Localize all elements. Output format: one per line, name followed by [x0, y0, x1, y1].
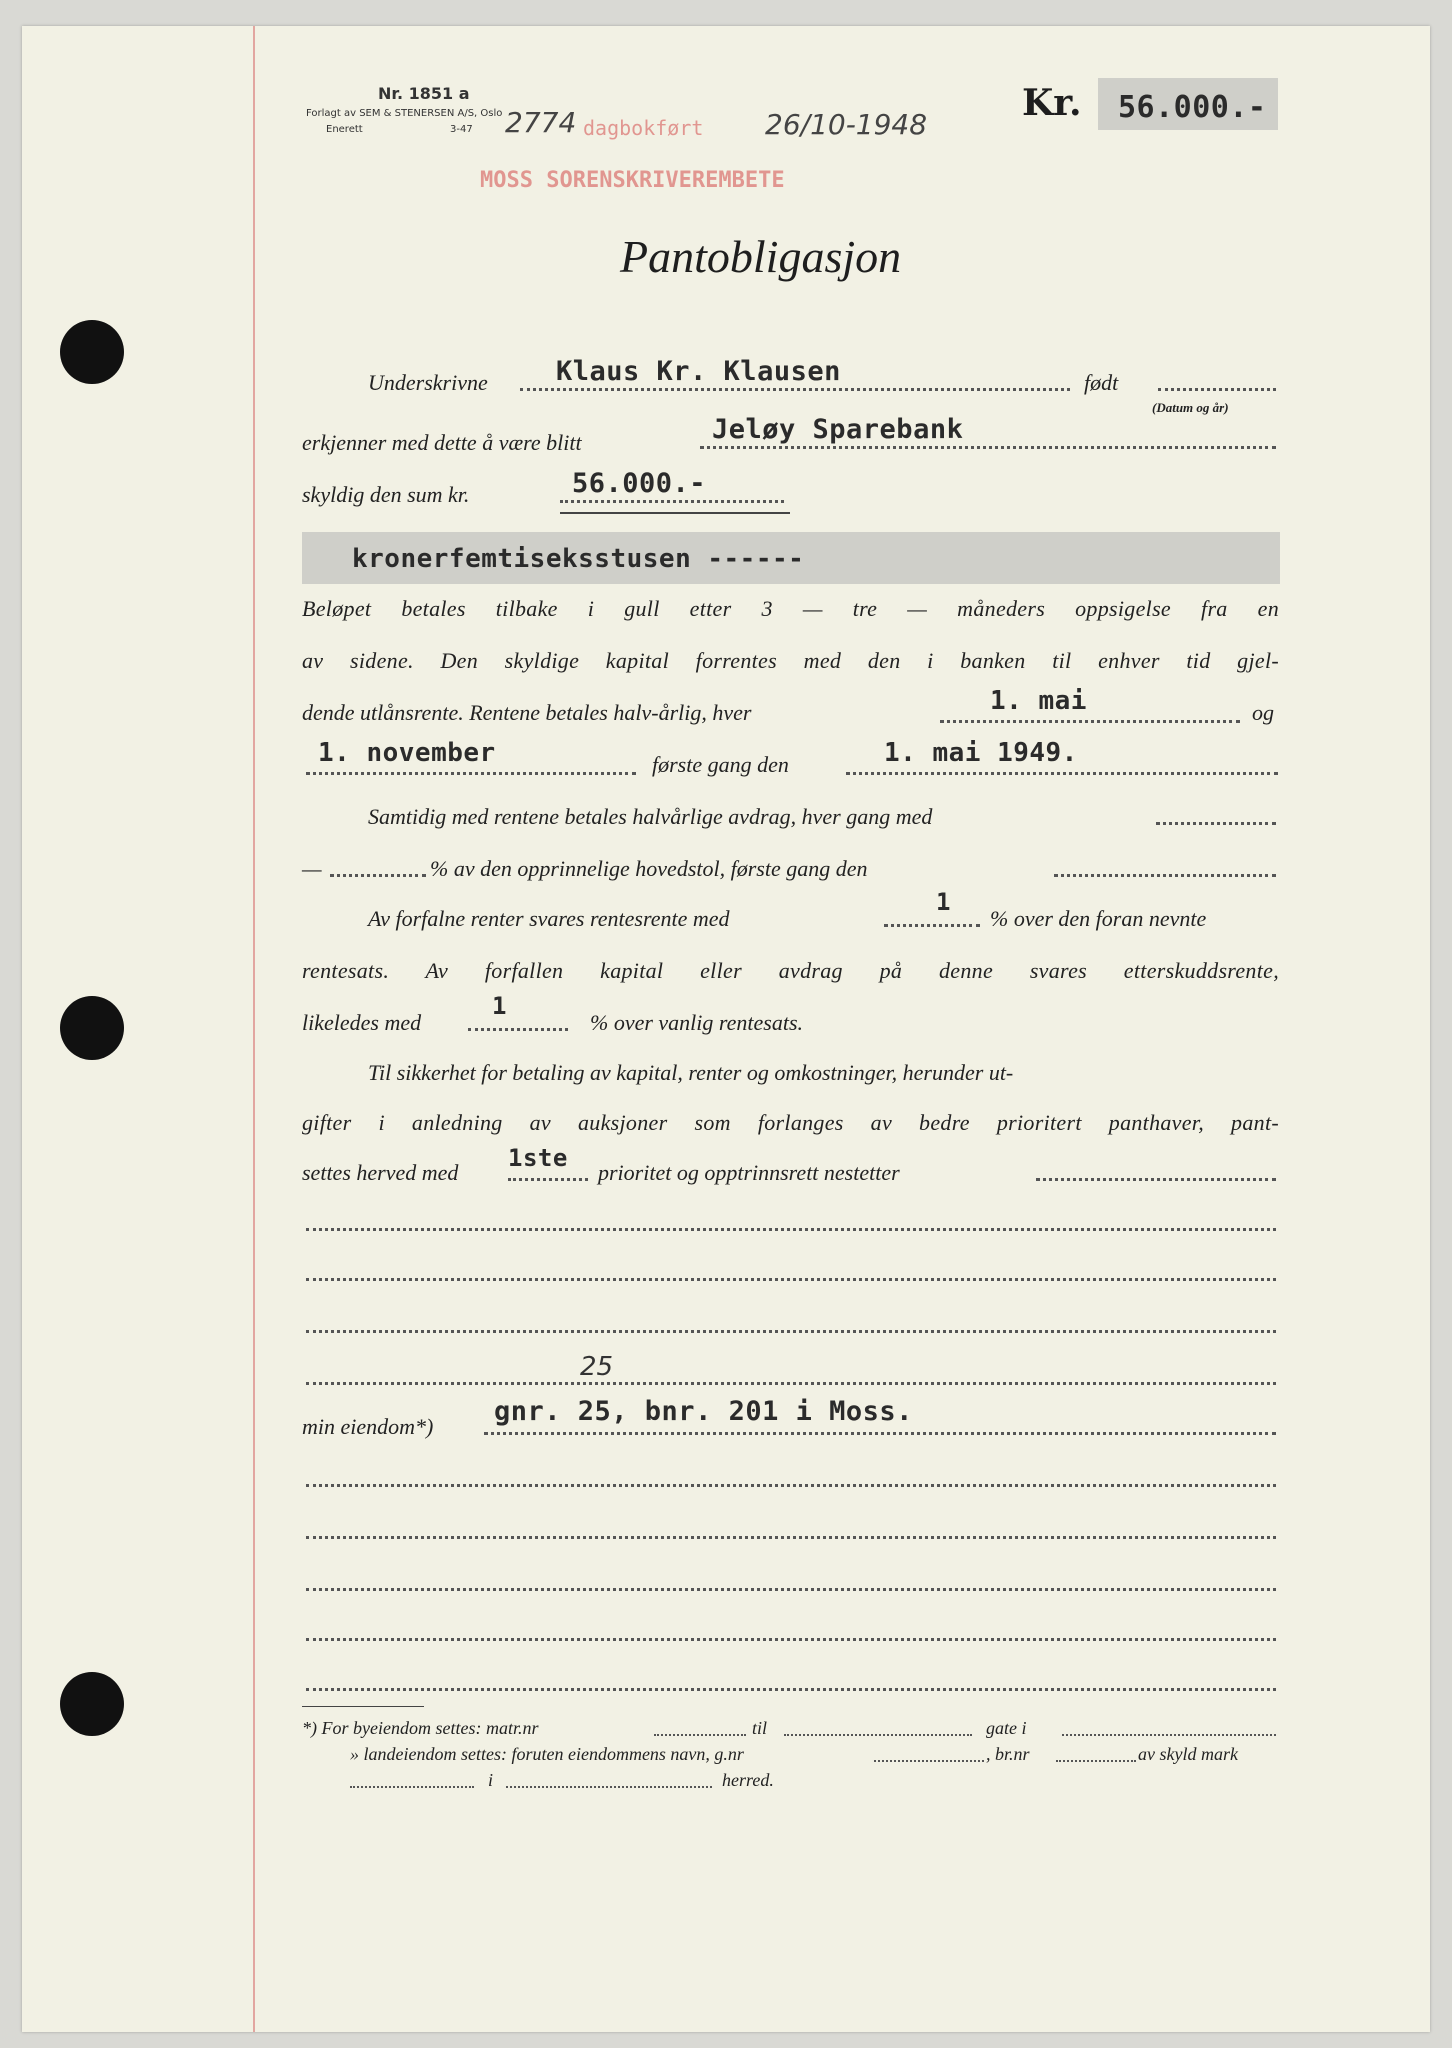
property-correction: 25 [580, 1352, 614, 1382]
property-label: min eiendom*) [302, 1414, 434, 1439]
dotted-line [940, 720, 1240, 723]
dotted-line [846, 772, 1278, 775]
sum-underline [560, 512, 790, 514]
creditor-value: Jeløy Sparebank [712, 414, 964, 445]
dotted-line [520, 388, 1070, 391]
creditor-label: erkjenner med dette å være blitt [302, 430, 582, 455]
body-line: Av forfalne renter svares rentesrente med [368, 906, 730, 931]
dotted-line [306, 1382, 1276, 1385]
property-value: gnr. 25, bnr. 201 i Moss. [494, 1396, 913, 1427]
footnote-rule [302, 1706, 424, 1707]
dotted-line [1056, 1760, 1136, 1762]
dotted-line [484, 1432, 1276, 1435]
body-line: dende utlånsrente. Rentene betales halv-årlig, hver [302, 700, 752, 725]
sum-value: 56.000.- [572, 468, 707, 499]
body-line: % over vanlig rentesats. [590, 1010, 804, 1035]
first-payment-date: 1. mai [990, 686, 1087, 716]
sum-label: skyldig den sum kr. [302, 482, 470, 507]
body-line: Til sikkerhet for betaling av kapital, renter og omkostninger, herunder ut- [368, 1060, 1014, 1085]
footnote-word: i [488, 1770, 494, 1790]
body-word: og [1252, 700, 1274, 725]
register-word: dagbokført [583, 116, 704, 140]
dotted-line [1054, 874, 1276, 877]
dotted-line [330, 874, 426, 877]
dotted-line [874, 1760, 984, 1762]
publisher-rights: Enerett [326, 124, 363, 135]
amount-words: kronerfemtiseksstusen ------ [352, 544, 805, 574]
body-line: av sidene. Den skyldige kapital forrentes med den i banken til enhver tid gjel- [302, 648, 1279, 673]
punch-hole [60, 996, 124, 1060]
dotted-line [306, 772, 636, 775]
dotted-line [306, 1536, 1276, 1539]
body-word: — [302, 856, 322, 881]
document-title: Pantobligasjon [620, 231, 902, 282]
register-number: 2774 [505, 106, 577, 139]
dotted-line [508, 1178, 588, 1181]
born-label: født [1084, 370, 1119, 395]
body-line: prioritet og opptrinnsrett nestetter [598, 1160, 900, 1185]
dotted-line [506, 1786, 712, 1788]
form-number: Nr. 1851 a [378, 84, 470, 103]
body-line: settes herved med [302, 1160, 459, 1185]
footnote-word: , br.nr [986, 1744, 1030, 1764]
publisher-line: Forlagt av SEM & STENERSEN A/S, Oslo [306, 108, 503, 119]
dotted-line [306, 1484, 1276, 1487]
undersigned-value: Klaus Kr. Klausen [556, 356, 841, 387]
first-due-date: 1. mai 1949. [884, 738, 1078, 768]
footnote-word: herred. [722, 1770, 774, 1790]
late-interest-rate: 1 [492, 992, 507, 1020]
amount-value: 56.000.- [1118, 90, 1267, 125]
dotted-line [1158, 388, 1276, 391]
compound-interest-rate: 1 [936, 888, 951, 916]
dotted-line [1036, 1178, 1276, 1181]
punch-hole [60, 1672, 124, 1736]
dotted-line [306, 1330, 1276, 1333]
dotted-line [306, 1638, 1276, 1641]
body-line: Beløpet betales tilbake i gull etter 3 — tre — måneders oppsigelse fra en [302, 596, 1279, 621]
body-line: rentesats. Av forfallen kapital eller avdrag på denne svares etterskuddsrente, [302, 958, 1279, 983]
dotted-line [1062, 1734, 1276, 1736]
body-line: likeledes med [302, 1010, 422, 1035]
body-line: gifter i anledning av auksjoner som forlanges av bedre prioritert panthaver, pant- [302, 1110, 1279, 1135]
undersigned-label: Underskrivne [368, 370, 488, 395]
second-payment-date: 1. november [318, 738, 496, 768]
footnote-word: av skyld mark [1138, 1744, 1238, 1764]
priority-value: 1ste [508, 1144, 568, 1172]
dotted-line [884, 924, 980, 927]
dotted-line [306, 1688, 1276, 1691]
dotted-line [560, 500, 784, 503]
dotted-line [306, 1278, 1276, 1281]
office-stamp: MOSS SORENSKRIVEREMBETE [480, 168, 785, 193]
footnote-line: *) For byeiendom settes: matr.nr [302, 1718, 539, 1738]
footnote-word: til [752, 1718, 768, 1738]
body-line: % av den opprinnelige hovedstol, første gang den [430, 856, 868, 881]
dotted-line [1156, 822, 1276, 825]
amount-label: Kr. [1022, 82, 1082, 124]
footnote-line: » landeiendom settes: foruten eiendommens navn, g.nr [350, 1744, 744, 1764]
register-date: 26/10-1948 [765, 108, 928, 141]
body-line: % over den foran nevnte [990, 906, 1207, 931]
margin-rule [253, 26, 255, 2032]
born-note: (Datum og år) [1152, 400, 1229, 415]
body-line: første gang den [652, 752, 789, 777]
dotted-line [654, 1734, 746, 1736]
dotted-line [468, 1028, 568, 1031]
publisher-code: 3-47 [450, 124, 473, 135]
dotted-line [306, 1228, 1276, 1231]
dotted-line [350, 1786, 474, 1788]
dotted-line [784, 1734, 972, 1736]
footnote-word: gate i [986, 1718, 1027, 1738]
punch-hole [60, 320, 124, 384]
dotted-line [700, 446, 1276, 449]
dotted-line [306, 1588, 1276, 1591]
body-line: Samtidig med rentene betales halvårlige avdrag, hver gang med [368, 804, 933, 829]
